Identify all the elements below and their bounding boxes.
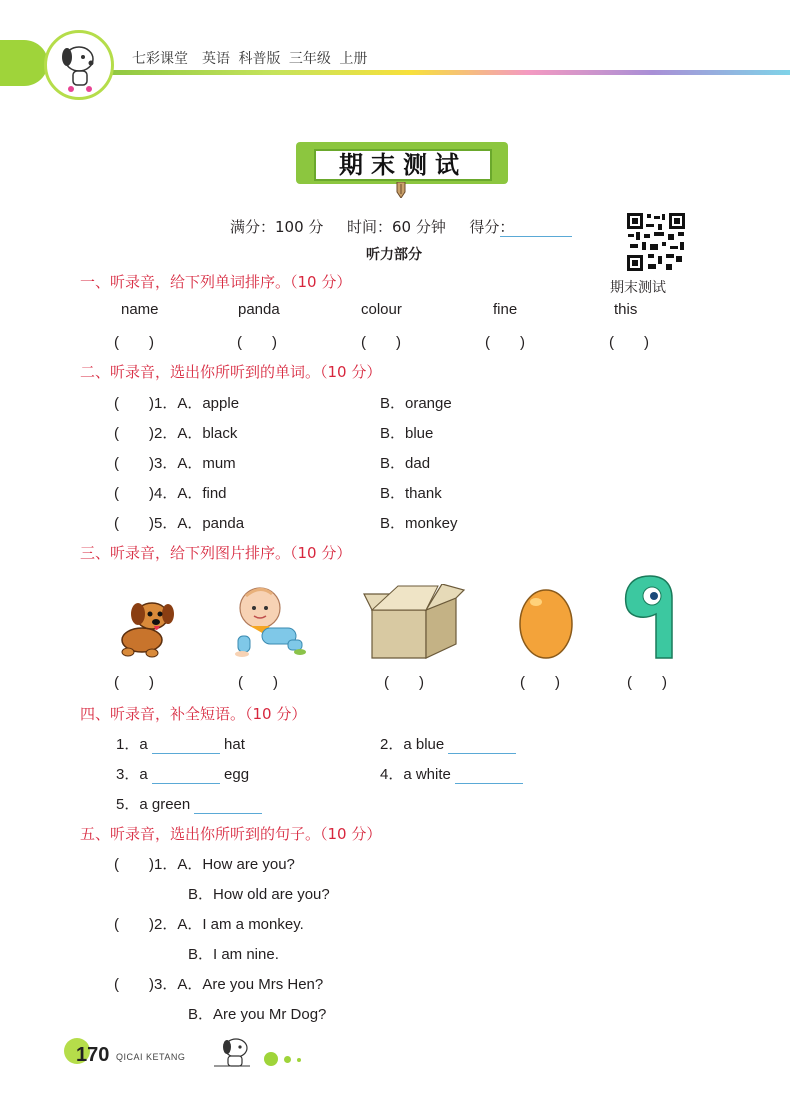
- section-2-heading: 二、听录音，选出你所听到的单词。（10 分）: [80, 363, 382, 381]
- list-item[interactable]: ( )3．A．Are you Mrs Hen?: [114, 976, 324, 993]
- option-b: B．Are you Mr Dog?: [188, 1006, 327, 1023]
- header-text: 七彩课堂 英语 科普版 三年级 上册: [132, 51, 368, 67]
- answer-blank[interactable]: ( ): [237, 334, 277, 351]
- mascot-dog-icon: [44, 30, 114, 100]
- word-panda: panda: [238, 301, 280, 318]
- exam-meta: [230, 216, 514, 237]
- footer-dog-icon: [210, 1036, 256, 1075]
- footer-brand: QICAI KETANG: [116, 1052, 186, 1062]
- section-1-heading: 一、听录音，给下列单词排序。（10 分）: [80, 273, 352, 291]
- footer-dot-small: [297, 1058, 301, 1062]
- time-limit: 时间：60 分钟: [346, 218, 446, 236]
- fill-blank[interactable]: [194, 799, 262, 814]
- answer-blank[interactable]: ( ): [238, 674, 278, 691]
- fill-blank[interactable]: [455, 769, 523, 784]
- answer-blank[interactable]: ( ): [485, 334, 525, 351]
- phrase-item: 3．a egg: [116, 766, 250, 783]
- option-b: B．dad: [380, 455, 431, 472]
- option-b: B．blue: [380, 425, 434, 442]
- list-item[interactable]: ( )4．A．find: [114, 485, 227, 502]
- word-colour: colour: [361, 301, 402, 318]
- option-b: B．How old are you?: [188, 886, 330, 903]
- word-fine: fine: [493, 301, 518, 318]
- option-b: B．monkey: [380, 515, 458, 532]
- fill-blank[interactable]: [448, 739, 516, 754]
- section-3-heading: 三、听录音，给下列图片排序。（10 分）: [80, 544, 352, 562]
- phrase-item: 2．a blue: [380, 733, 516, 754]
- answer-blank[interactable]: ( ): [114, 674, 154, 691]
- dog-picture: [108, 592, 176, 665]
- footer-dot-large: [264, 1052, 278, 1066]
- full-score: 满分：100 分: [230, 218, 324, 236]
- pencil-icon: [394, 182, 408, 198]
- list-item[interactable]: ( )1．A．apple: [114, 395, 240, 412]
- phrase-item: 4．a white: [380, 763, 523, 784]
- word-name: name: [121, 301, 159, 318]
- list-item[interactable]: ( )2．A．I am a monkey.: [114, 916, 304, 933]
- qr-code-icon: [626, 212, 686, 272]
- number-nine-picture: [622, 574, 676, 665]
- header-green-shape: [0, 40, 48, 86]
- box-picture: [362, 584, 466, 665]
- fill-blank[interactable]: [152, 769, 220, 784]
- score-label: 得分：: [469, 218, 515, 236]
- section-5-heading: 五、听录音，选出你所听到的句子。（10 分）: [80, 825, 382, 843]
- page-title: 期末测试: [314, 149, 492, 181]
- option-b: B．thank: [380, 485, 442, 502]
- list-item[interactable]: ( )2．A．black: [114, 425, 238, 442]
- answer-blank[interactable]: ( ): [384, 674, 424, 691]
- word-this: this: [614, 301, 638, 318]
- option-b: B．orange: [380, 395, 452, 412]
- fill-blank[interactable]: [152, 739, 220, 754]
- answer-blank[interactable]: ( ): [627, 674, 667, 691]
- baby-picture: [232, 584, 310, 665]
- part-heading: 听力部分: [366, 247, 422, 263]
- phrase-item: 1．a hat: [116, 736, 245, 753]
- phrase-item: 5．a green: [116, 793, 262, 814]
- page-number: 170: [76, 1044, 110, 1066]
- section-4-heading: 四、听录音，补全短语。（10 分）: [80, 705, 307, 723]
- answer-blank[interactable]: ( ): [609, 334, 649, 351]
- answer-blank[interactable]: ( ): [361, 334, 401, 351]
- egg-picture: [516, 584, 576, 665]
- qr-label: 期末测试: [610, 280, 666, 296]
- header-rainbow-bar: [100, 70, 790, 75]
- option-b: B．I am nine.: [188, 946, 279, 963]
- list-item[interactable]: ( )5．A．panda: [114, 515, 245, 532]
- answer-blank[interactable]: ( ): [114, 334, 154, 351]
- list-item[interactable]: ( )1．A．How are you?: [114, 856, 295, 873]
- answer-blank[interactable]: ( ): [520, 674, 560, 691]
- footer-dot-medium: [284, 1056, 291, 1063]
- score-blank[interactable]: [500, 236, 572, 237]
- list-item[interactable]: ( )3．A．mum: [114, 455, 236, 472]
